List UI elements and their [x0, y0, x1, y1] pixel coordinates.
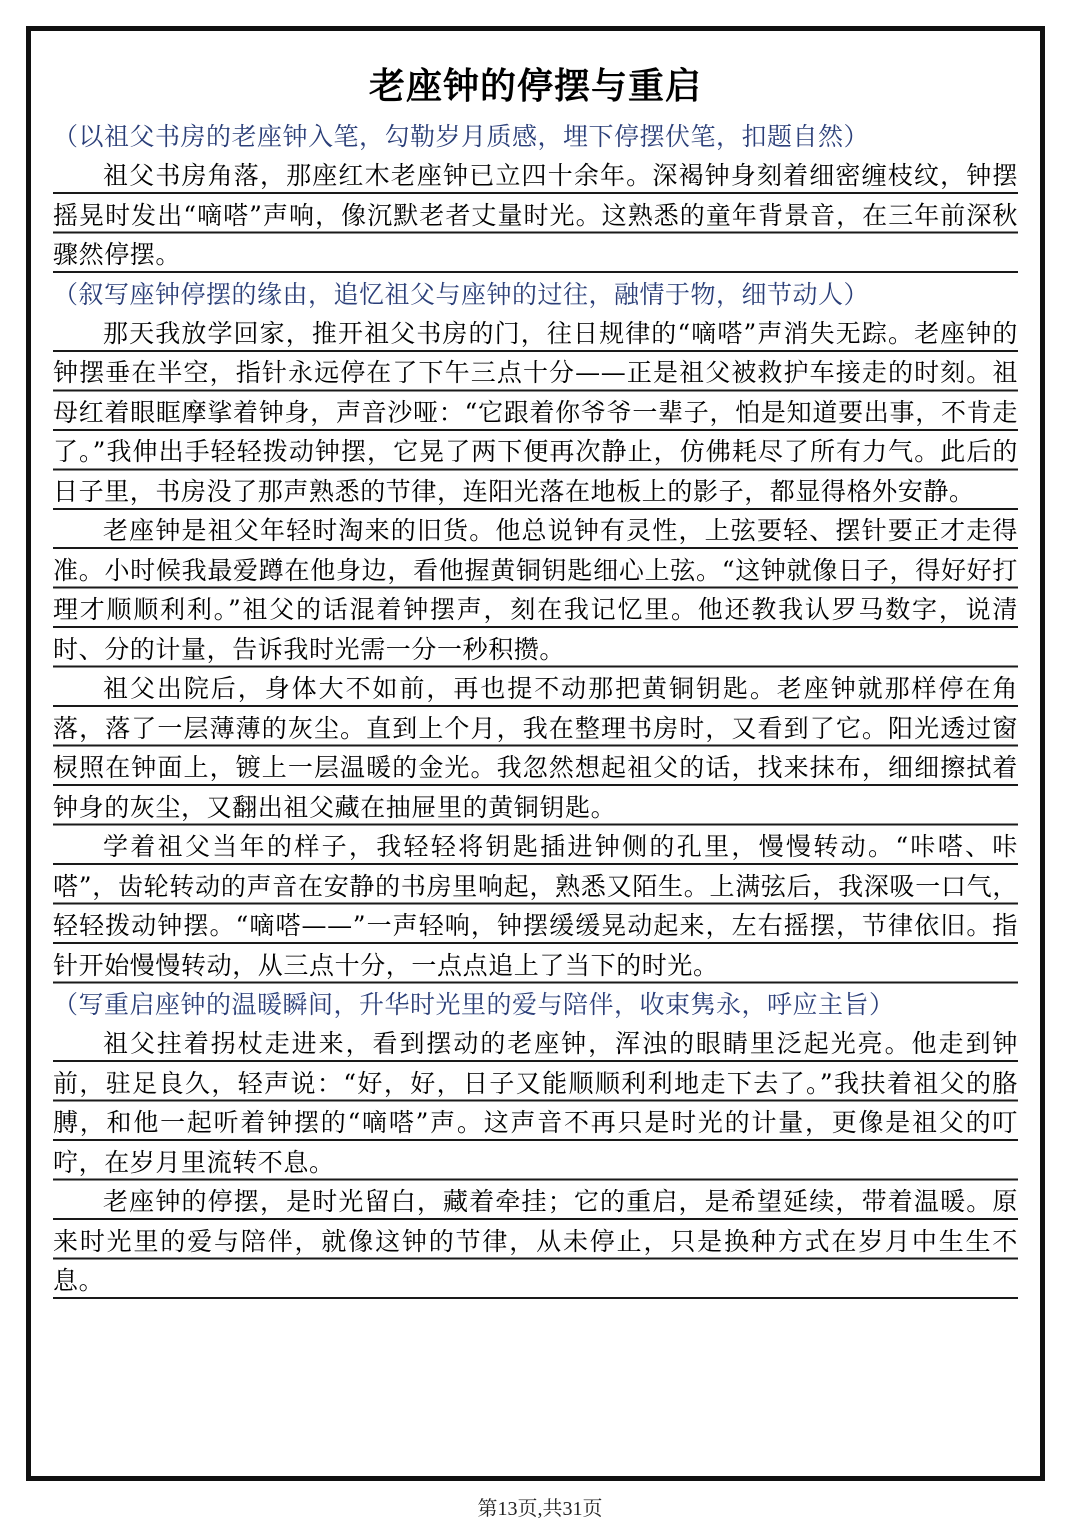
annotation-middle: （叙写座钟停摆的缘由，追忆祖父与座钟的过往，融情于物，细节动人）	[53, 279, 870, 309]
paragraph: 祖父拄着拐杖走进来，看到摆动的老座钟，浑浊的眼睛里泛起光亮。他走到钟前，驻足良久，轻声说：“好，好，日子又能顺顺利利地走下去了。”我扶着祖父的胳膊，和他一起听着钟摆的“嘀嗒”声。这声音不再只是时光的计量，更像是祖父的叮咛，在岁月里流转不息。	[53, 1024, 1018, 1182]
paragraph: 祖父出院后，身体大不如前，再也提不动那把黄铜钥匙。老座钟就那样停在角落，落了一层薄薄的灰尘。直到上个月，我在整理书房时，又看到了它。阳光透过窗棂照在钟面上，镀上一层温暖的金光。我忽然想起祖父的话，找来抹布，细细擦拭着钟身的灰尘，又翻出祖父藏在抽屉里的黄铜钥匙。	[53, 669, 1018, 827]
page-number: 第13页,共31页	[477, 1498, 603, 1520]
essay-title: 老座钟的停摆与重启	[368, 66, 702, 107]
paragraph: 老座钟的停摆，是时光留白，藏着牵挂；它的重启，是希望延续，带着温暖。原来时光里的爱与陪伴，就像这钟的节律，从未停止，只是换种方式在岁月中生生不息。	[53, 1182, 1018, 1301]
paragraph: 老座钟是祖父年轻时淘来的旧货。他总说钟有灵性，上弦要轻、摆针要正才走得准。小时候我最爱蹲在他身边，看他握黄铜钥匙细心上弦。“这钟就像日子，得好好打理才顺顺利利。”祖父的话混着钟摆声，刻在我记忆里。他还教我认罗马数字，说清时、分的计量，告诉我时光需一分一秒积攒。	[53, 511, 1018, 669]
paragraph: 那天我放学回家，推开祖父书房的门，往日规律的“嘀嗒”声消失无踪。老座钟的钟摆垂在半空，指针永远停在了下午三点十分——正是祖父被救护车接走的时刻。祖母红着眼眶摩挲着钟身，声音沙哑：“它跟着你爷爷一辈子，怕是知道要出事，不肯走了。”我伸出手轻轻拨动钟摆，它晃了两下便再次静止，仿佛耗尽了所有力气。此后的日子里，书房没了那声熟悉的节律，连阳光落在地板上的影子，都显得格外安静。	[53, 314, 1018, 512]
paragraph: 学着祖父当年的样子，我轻轻将钥匙插进钟侧的孔里，慢慢转动。“咔嗒、咔嗒”，齿轮转动的声音在安静的书房里响起，熟悉又陌生。上满弦后，我深吸一口气，轻轻拨动钟摆。“嘀嗒——”一声轻响，钟摆缓缓晃动起来，左右摇摆，节律依旧。指针开始慢慢转动，从三点十分，一点点追上了当下的时光。	[53, 827, 1018, 985]
paragraph: 祖父书房角落，那座红木老座钟已立四十余年。深褐钟身刻着细密缠枝纹，钟摆摇晃时发出“嘀嗒”声响，像沉默老者丈量时光。这熟悉的童年背景音，在三年前深秋骤然停摆。	[53, 156, 1018, 275]
page-frame	[26, 26, 1045, 1481]
annotation-ending: （写重启座钟的温暖瞬间，升华时光里的爱与陪伴，收束隽永，呼应主旨）	[53, 990, 895, 1019]
annotation-intro: （以祖父书房的老座钟入笔，勾勒岁月质感，埋下停摆伏笔，扣题自然）	[53, 122, 870, 151]
